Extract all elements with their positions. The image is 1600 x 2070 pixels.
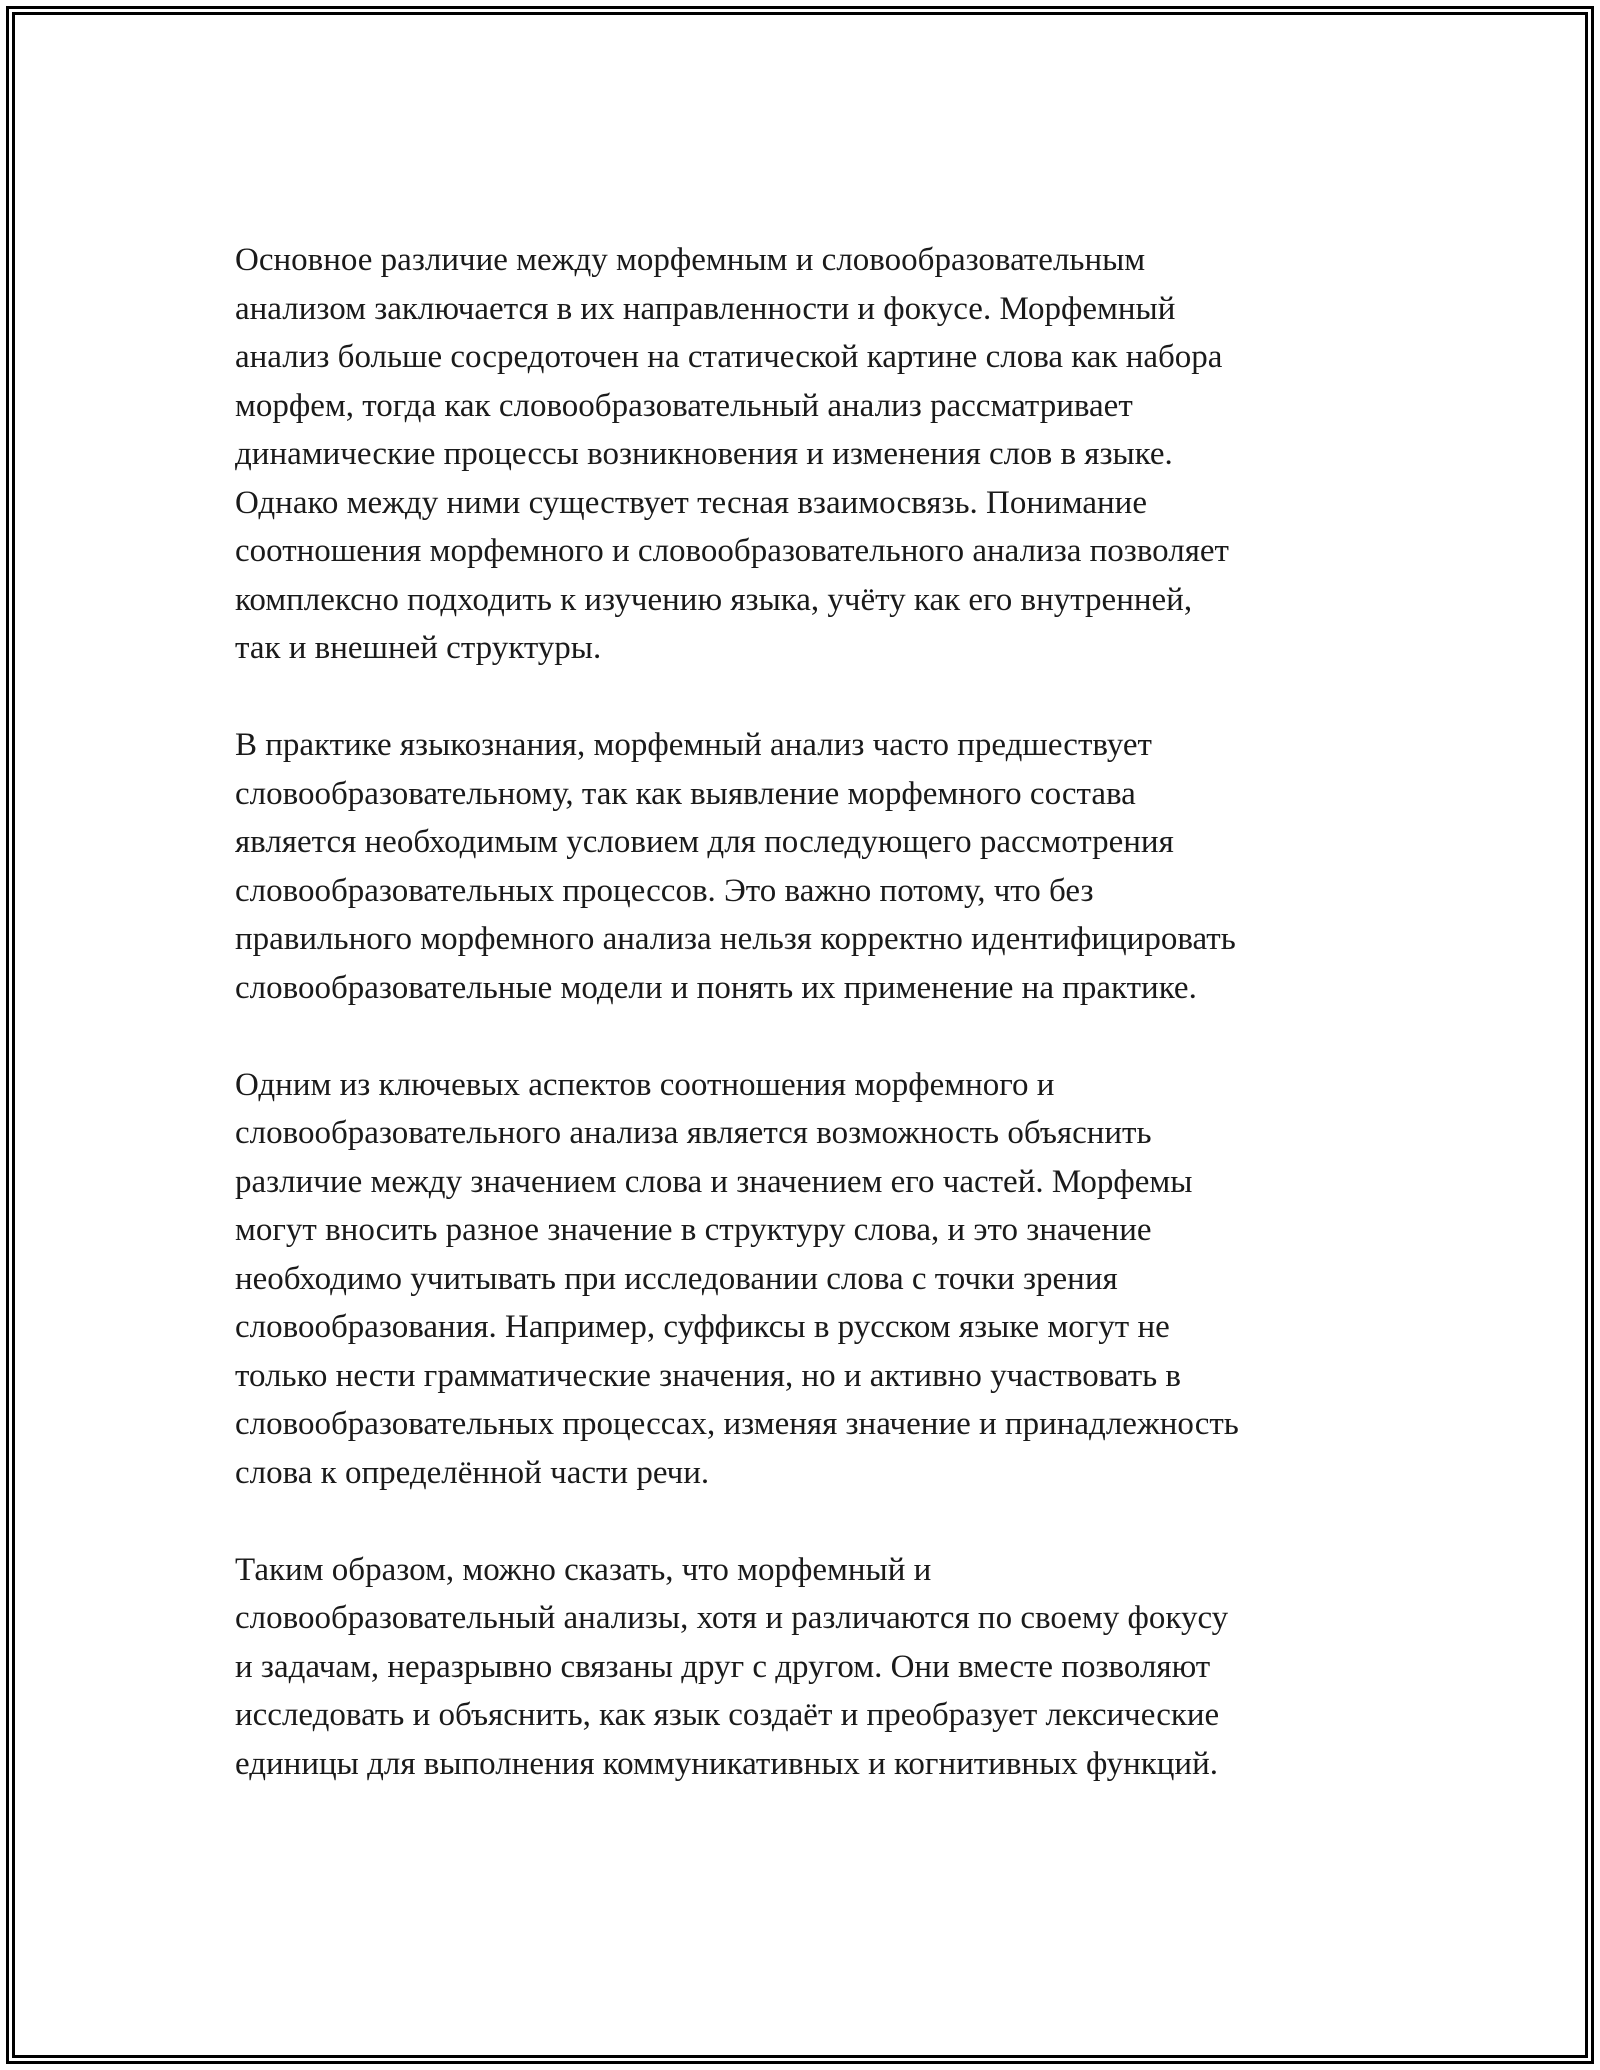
text-line: соотношения морфемного и словообразовательного анализа позволяет xyxy=(235,533,1229,569)
text-line: Одним из ключевых аспектов соотношения морфемного и xyxy=(235,1066,1055,1103)
text-line: исследовать и объяснить, как язык создаёт и преобразует лексические xyxy=(235,1697,1220,1733)
text-line: динамические процессы возникновения и изменения слов в языке. xyxy=(235,436,1173,472)
text-line: Однако между ними существует тесная взаимосвязь. Понимание xyxy=(235,484,1147,521)
text-line: словообразовательных процессах, изменяя значение и принадлежность xyxy=(235,1406,1239,1442)
text-line: словообразования. Например, суффиксы в русском языке могут не xyxy=(235,1309,1170,1345)
text-line: правильного морфемного анализа нельзя корректно идентифицировать xyxy=(235,921,1236,957)
text-line: словообразовательных процессов. Это важно потому, что без xyxy=(235,872,1094,909)
paragraph-3 xyxy=(235,1061,1355,1498)
text-line: единицы для выполнения коммуникативных и когнитивных функций. xyxy=(235,1745,1218,1782)
text-line: словообразовательный анализы, хотя и различаются по своему фокусу xyxy=(235,1600,1229,1636)
text-line: могут вносить разное значение в структуру слова, и это значение xyxy=(235,1212,1152,1248)
text-line: В практике языкознания, морфемный анализ часто предшествует xyxy=(235,727,1152,763)
text-line: так и внешней структуры. xyxy=(235,630,602,666)
document-body xyxy=(235,236,1355,1837)
text-line: и задачам, неразрывно связаны друг с другом. Они вместе позволяют xyxy=(235,1648,1211,1685)
text-line: Основное различие между морфемным и словообразовательным xyxy=(235,242,1146,278)
paragraph-1 xyxy=(235,236,1355,673)
paragraph-4 xyxy=(235,1546,1355,1789)
text-line: комплексно подходить к изучению языка, учёту как его внутренней, xyxy=(235,581,1193,618)
text-line: различие между значением слова и значением его частей. Морфемы xyxy=(235,1163,1193,1200)
text-line: является необходимым условием для последующего рассмотрения xyxy=(235,824,1174,860)
text-line: анализ больше сосредоточен на статической картине слова как набора xyxy=(235,339,1223,375)
text-line: Таким образом, можно сказать, что морфемный и xyxy=(235,1551,932,1588)
text-line: слова к определённой части речи. xyxy=(235,1454,710,1491)
text-line: словообразовательному, так как выявление морфемного состава xyxy=(235,775,1136,812)
text-line: необходимо учитывать при исследовании слова с точки зрения xyxy=(235,1260,1118,1297)
text-line: только нести грамматические значения, но и активно участвовать в xyxy=(235,1357,1181,1394)
paragraph-2 xyxy=(235,721,1355,1012)
text-line: морфем, тогда как словообразовательный анализ рассматривает xyxy=(235,387,1133,424)
text-line: анализом заключается в их направленности и фокусе. Морфемный xyxy=(235,290,1176,327)
text-line: словообразовательные модели и понять их применение на практике. xyxy=(235,969,1197,1006)
text-line: словообразовательного анализа является возможность объяснить xyxy=(235,1115,1152,1151)
